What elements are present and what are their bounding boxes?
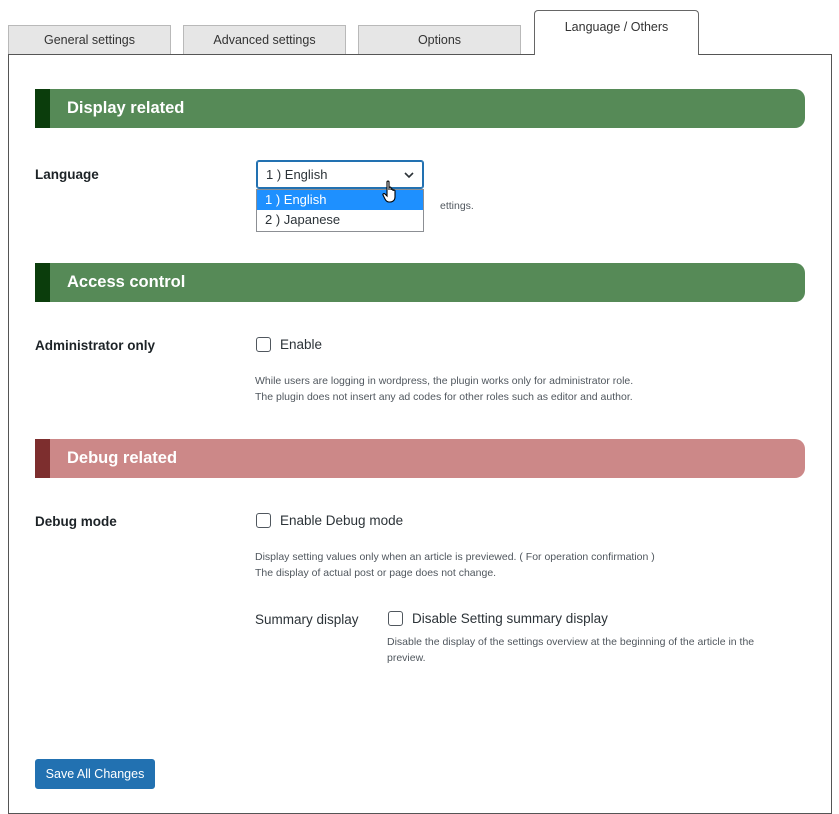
hand-pointer-icon (382, 180, 400, 206)
section-accent-bar (35, 89, 50, 128)
tab-language-others[interactable]: Language / Others (534, 10, 699, 55)
help-line: Disable the display of the settings overview at the beginning of the article in the (387, 636, 755, 648)
summary-display-help (387, 634, 754, 666)
tab-general-settings[interactable]: General settings (8, 25, 171, 54)
section-accent-bar (35, 263, 50, 302)
admin-only-row (256, 337, 322, 352)
language-help-text: ettings. (440, 200, 474, 212)
save-all-changes-button[interactable]: Save All Changes (35, 759, 155, 789)
section-accent-bar (35, 439, 50, 478)
admin-only-checkbox-label[interactable]: Enable (280, 337, 323, 352)
chevron-down-icon (403, 169, 415, 181)
language-label: Language (35, 167, 99, 182)
admin-only-label: Administrator only (35, 338, 156, 353)
debug-mode-label: Debug mode (35, 514, 117, 529)
admin-only-help (255, 373, 633, 405)
section-title-access: Access control (67, 273, 186, 291)
help-line: The plugin does not insert any ad codes for other roles such as editor and author. (255, 391, 633, 403)
language-select-value: 1 ) English (266, 167, 328, 182)
section-header-display (35, 89, 805, 128)
language-option-japanese[interactable]: 2 ) Japanese (265, 212, 341, 227)
summary-display-checkbox[interactable] (388, 611, 403, 626)
debug-mode-row (256, 513, 403, 528)
language-option-english[interactable]: 1 ) English (257, 190, 423, 210)
section-title-debug: Debug related (67, 449, 178, 467)
summary-display-row (388, 611, 608, 626)
tab-options[interactable]: Options (358, 25, 521, 54)
help-line: The display of actual post or page does not change. (255, 567, 497, 579)
debug-mode-checkbox-label[interactable]: Enable Debug mode (280, 513, 404, 528)
tab-advanced-settings[interactable]: Advanced settings (183, 25, 346, 54)
section-header-debug (35, 439, 805, 478)
summary-display-label: Summary display (255, 612, 359, 627)
help-line: While users are logging in wordpress, the plugin works only for administrator role. (255, 375, 634, 387)
help-line: preview. (387, 652, 426, 664)
debug-mode-help (255, 549, 655, 581)
section-title-display: Display related (67, 99, 185, 117)
help-line: Display setting values only when an article is previewed. ( For operation confirmation ) (255, 551, 655, 563)
section-header-access (35, 263, 805, 302)
summary-display-checkbox-label[interactable]: Disable Setting summary display (412, 611, 608, 626)
admin-only-checkbox[interactable] (256, 337, 271, 352)
debug-mode-checkbox[interactable] (256, 513, 271, 528)
